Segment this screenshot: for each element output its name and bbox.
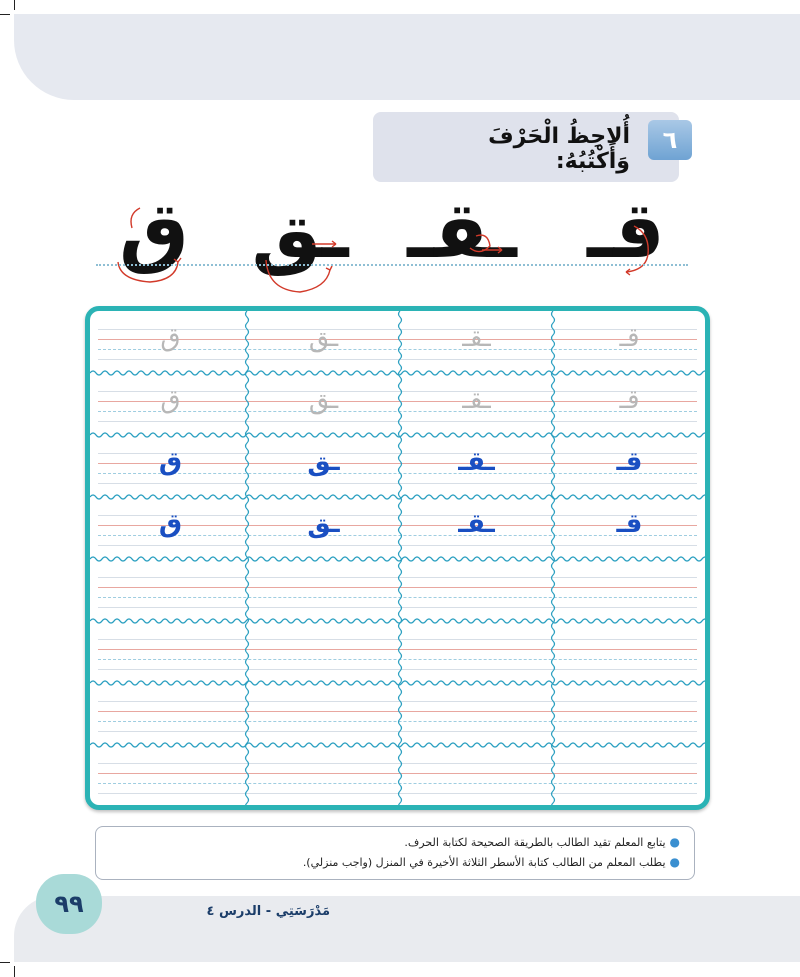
- grid-cell[interactable]: [247, 435, 400, 497]
- grid-cell[interactable]: [400, 311, 553, 373]
- grid-cell[interactable]: [94, 683, 247, 745]
- cell-letter: قـ: [619, 323, 640, 353]
- grid-cell[interactable]: [247, 559, 400, 621]
- cell-letter: ق: [160, 385, 181, 415]
- cell-letter: ـقـ: [458, 447, 495, 477]
- cell-letter: ق: [158, 447, 183, 477]
- writing-practice-grid: [85, 306, 710, 810]
- bullet-icon: ●: [669, 855, 680, 869]
- cell-letter: قـ: [616, 447, 643, 477]
- cell-letter: ـق: [307, 447, 340, 477]
- letter-form-final: ـق: [251, 186, 349, 276]
- note-item: ●يتابع المعلم تقيد الطالب بالطريقة الصحيحة لكتابة الحرف.: [404, 835, 680, 849]
- column-wavy-separator: [549, 311, 557, 805]
- grid-cell[interactable]: [553, 745, 706, 807]
- grid-cell[interactable]: [94, 559, 247, 621]
- instruction-text: أُلاحِظُ الْحَرْفَ وَأَكْتُبُهُ:: [488, 124, 630, 174]
- cell-letter: ـق: [308, 323, 339, 353]
- teacher-notes-box: [95, 826, 695, 880]
- grid-cell[interactable]: [553, 373, 706, 435]
- letter-form-isolated: ق: [119, 186, 189, 276]
- grid-cell[interactable]: [553, 559, 706, 621]
- grid-cell[interactable]: [247, 683, 400, 745]
- column-wavy-separator: [396, 311, 404, 805]
- exercise-number-badge: ٦: [648, 120, 692, 160]
- crop-mark: [0, 962, 10, 963]
- footer-band: [14, 896, 800, 962]
- grid-cell[interactable]: [400, 683, 553, 745]
- note-item: ●يطلب المعلم من الطالب كتابة الأسطر الثلاثة الأخيرة في المنزل (واجب منزلي).: [302, 855, 680, 869]
- grid-cell[interactable]: [94, 373, 247, 435]
- crop-mark: [14, 966, 15, 977]
- bullet-icon: ●: [669, 835, 680, 849]
- grid-cell[interactable]: [553, 435, 706, 497]
- grid-cell[interactable]: [553, 621, 706, 683]
- cell-letter: قـ: [616, 509, 643, 539]
- grid-cell[interactable]: [400, 373, 553, 435]
- grid-cell[interactable]: [400, 745, 553, 807]
- grid-cell[interactable]: [247, 311, 400, 373]
- grid-cell[interactable]: [553, 497, 706, 559]
- cell-letter: قـ: [619, 385, 640, 415]
- cell-letter: ـقـ: [462, 323, 491, 353]
- grid-cell[interactable]: [400, 435, 553, 497]
- cell-letter: ـق: [307, 509, 340, 539]
- grid-cell[interactable]: [553, 311, 706, 373]
- grid-cell[interactable]: [400, 621, 553, 683]
- grid-cell[interactable]: [247, 497, 400, 559]
- grid-cell[interactable]: [94, 311, 247, 373]
- cell-letter: ـق: [308, 385, 339, 415]
- grid-cell[interactable]: [247, 745, 400, 807]
- letter-form-medial: ـقـ: [407, 186, 517, 276]
- letter-baseline: [96, 264, 688, 266]
- grid-cell[interactable]: [400, 559, 553, 621]
- grid-cell[interactable]: [94, 435, 247, 497]
- grid-cell[interactable]: [94, 745, 247, 807]
- book-lesson-label: مَدْرَسَتِي - الدرس ٤: [206, 904, 330, 919]
- cell-letter: ق: [160, 323, 181, 353]
- stroke-direction-arrows: [0, 0, 800, 300]
- grid-cell[interactable]: [553, 683, 706, 745]
- page-number: ٩٩: [36, 874, 102, 934]
- column-wavy-separator: [243, 311, 251, 805]
- grid-cell[interactable]: [247, 621, 400, 683]
- cell-letter: ـقـ: [458, 509, 495, 539]
- grid-cell[interactable]: [94, 621, 247, 683]
- grid-cell[interactable]: [247, 373, 400, 435]
- cell-letter: ـقـ: [462, 385, 491, 415]
- letter-form-initial: قـ: [587, 186, 665, 276]
- cell-letter: ق: [158, 509, 183, 539]
- grid-cell[interactable]: [94, 497, 247, 559]
- grid-cell[interactable]: [400, 497, 553, 559]
